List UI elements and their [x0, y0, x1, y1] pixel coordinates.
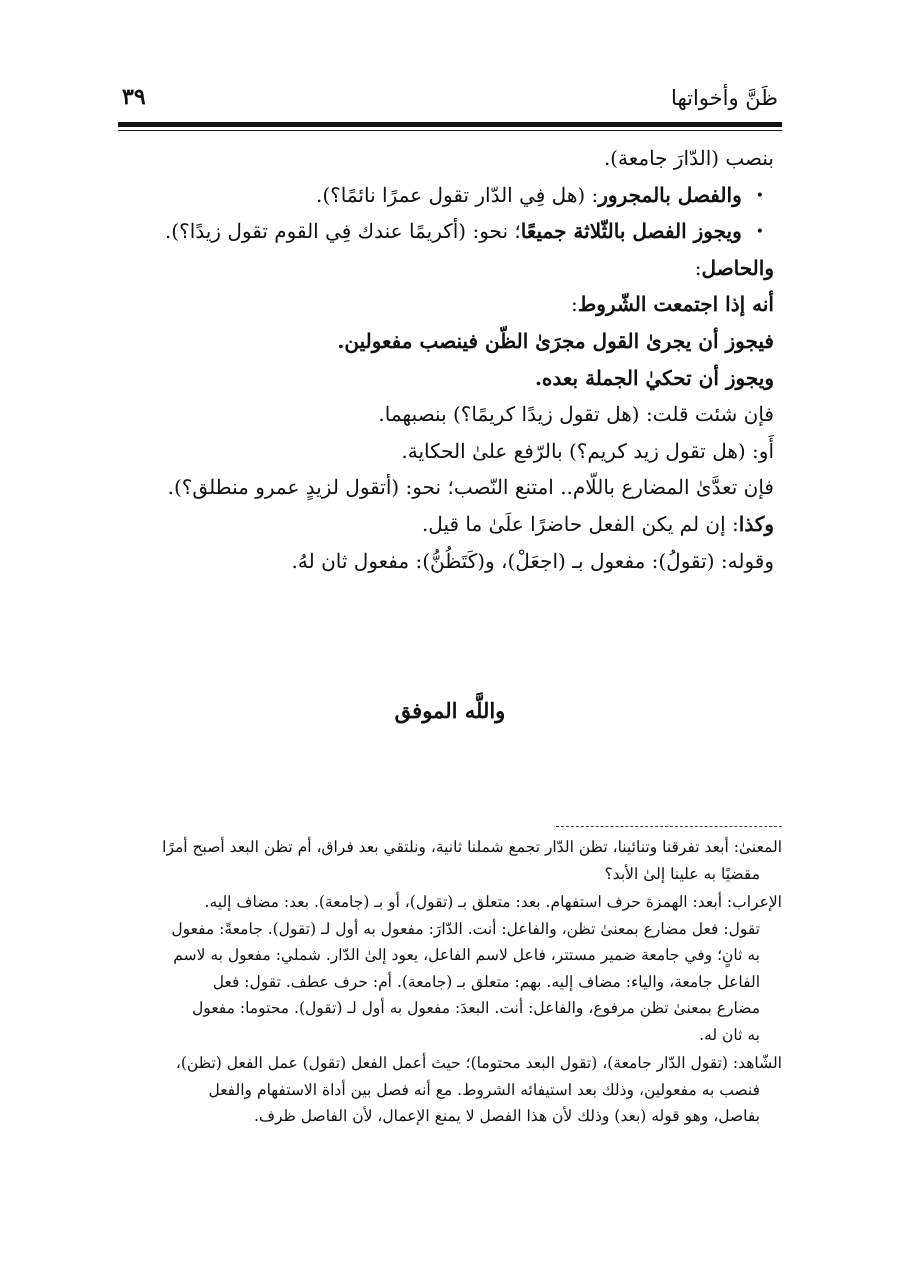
footnote-evidence — [118, 1050, 782, 1130]
footnote-line: تقول: فعل مضارع بمعنىٰ تظن، والفاعل: أنت. الدّارَ: مفعول به أول لـ (تقول). جامعةً: مفعول — [171, 919, 760, 938]
bold-run: ويجوز الفصل بالثّلاثة جميعًا — [520, 219, 742, 244]
footnote-line: مضارع بمعنىٰ تظن مرفوع، والفاعل: أنت. البعدَ: مفعول به أول لـ (تقول). محتوما: مفعول — [192, 999, 760, 1017]
footnote-line: الإعراب: أبعد: الهمزة حرف استفهام. بعد: متعلق بـ (تقول)، أو بـ (جامعة). بعد: مضاف إليه. — [204, 893, 782, 911]
footnotes — [118, 834, 782, 1132]
text-run: : (هل فِي الدّار تقول عمرًا نائمًا؟). — [316, 182, 599, 207]
footnote-line: بفاصل، وهو قوله (بعد) وذلك لأن هذا الفصل لا يمنع الإعمال، لأن الفاصل ظرف. — [253, 1107, 760, 1125]
footnote-line: مقضيًا به علينا إلىٰ الأبد؟ — [604, 864, 760, 883]
footnote-line: به ثان له. — [699, 1025, 760, 1044]
running-title: ظَنَّ وأخواتها — [671, 86, 778, 110]
footnote-line: به ثانٍ؛ وفي جامعة ضمير مستتر، فاعل لاسم الفاعل، يعود إلىٰ الدّار. شملي: مفعول به لاسم — [173, 946, 760, 964]
bullet-icon: • — [755, 187, 764, 204]
bold-run: والفصل بالمجرور — [598, 182, 742, 207]
text-line — [118, 360, 778, 397]
footnote-meaning — [118, 834, 782, 887]
closing-phrase: واللَّه الموفق — [394, 698, 506, 723]
page-number: ٣٩ — [122, 84, 146, 110]
text-run: : — [694, 255, 702, 280]
bullet-line — [118, 177, 778, 214]
footnote-line: فنصب به مفعولين، وذلك بعد استيفائه الشروط. مع أنه فصل بين أداة الاستفهام والفعل — [208, 1080, 760, 1099]
bold-run: والحاصل — [701, 255, 774, 280]
footnote-line: الشّاهد: (تقول الدّار جامعة)، (تقول البعد محتوما)؛ حيث أعمل الفعل (تقول) عمل الفعل (تظن)، — [175, 1054, 782, 1072]
text-line — [118, 396, 778, 433]
bold-run: أنه إذا اجتمعت الشّروط — [577, 292, 774, 317]
text-line — [118, 323, 778, 360]
page-header — [118, 84, 782, 116]
text-run: وقوله: (تقولُ): مفعول بـ (اجعَلْ)، و(كَتَظُنُّ): مفعول ثان لهُ. — [291, 548, 774, 573]
text-line — [118, 250, 778, 287]
footnote-line: الفاعل جامعة، والياء: مضاف إليه. بهم: متعلق بـ (جامعة). أم: حرف عطف. تقول: فعل — [212, 972, 760, 991]
header-rule-thin — [118, 130, 782, 131]
footnote-separator — [556, 826, 782, 827]
text-line — [118, 433, 778, 470]
bold-run: وكذا — [738, 511, 774, 536]
text-run: : إن لم يكن الفعل حاضرًا علَىٰ ما قيل. — [421, 511, 739, 536]
text-line — [118, 286, 778, 323]
text-line — [118, 140, 778, 177]
text-run: فإن شئت قلت: (هل تقول زيدًا كريمًا؟) بنصبهما. — [378, 402, 774, 427]
text-run: : — [571, 292, 578, 317]
footnote-line: المعنىٰ: أبعد تفرقنا وتنائينا، تظن الدّار تجمع شملنا ثانية، ونلتقي بعد فراق، أم تظن البعد أصبح أمرًا — [162, 838, 782, 856]
text-run: فإن تعدَّىٰ المضارع باللّام.. امتنع النّصب؛ نحو: (أتقول لزيدٍ عمرو منطلق؟). — [167, 475, 774, 500]
text-run: أَو: (هل تقول زيد كريم؟) بالرّفع علىٰ الحكاية. — [401, 438, 774, 463]
bullet-line — [118, 213, 778, 250]
bold-run: ويجوز أن تحكيٰ الجملة بعده. — [534, 365, 774, 390]
header-rule-thick — [118, 122, 782, 127]
text-run: ؛ نحو: (أكريمًا عندك فِي القوم تقول زيدًا؟). — [164, 219, 521, 244]
bold-run: فيجوز أن يجرىٰ القول مجرَىٰ الظّن فينصب مفعولين. — [337, 328, 774, 353]
bullet-icon: • — [755, 224, 764, 241]
text-line — [118, 506, 778, 543]
text-run: بنصب (الدّارَ جامعة). — [603, 146, 774, 170]
text-line — [118, 469, 778, 506]
text-line — [118, 543, 778, 580]
main-text — [118, 140, 778, 579]
footnote-parsing — [118, 889, 782, 1048]
